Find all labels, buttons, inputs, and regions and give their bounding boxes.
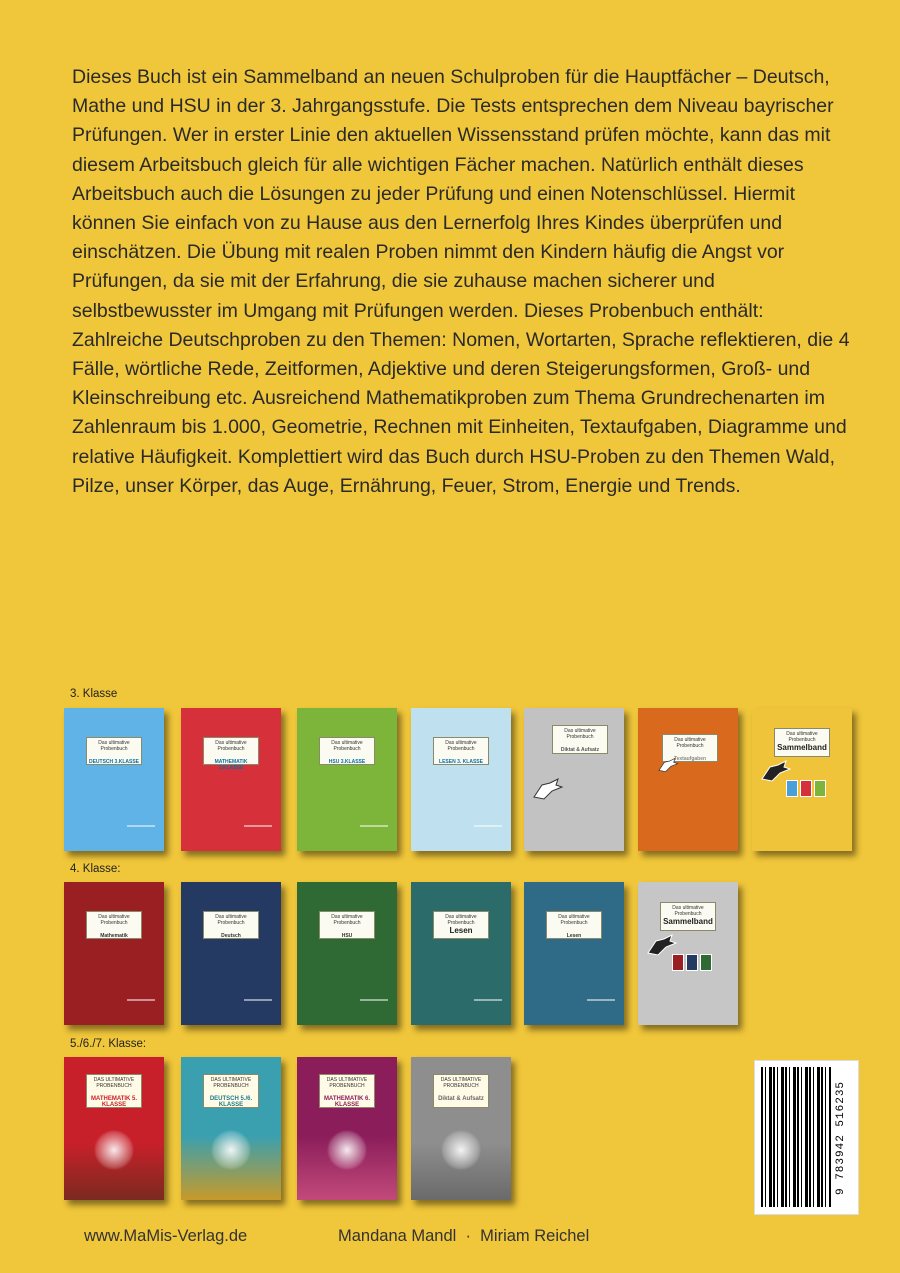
color-swatch [700,954,712,971]
cover-label: Das ultimative Probenbuch Mathematik [86,911,142,940]
cover-label: Das ultimative Probenbuch Deutsch [203,911,259,940]
color-swatch [672,954,684,971]
row-label-grade-5-7: 5./6./7. Klasse: [70,1038,147,1050]
cover-diktat-aufsatz-5-7 [411,1057,511,1200]
cover-label: DAS ULTIMATIVE PROBENBUCH MATHEMATIK 5. KLASSE [86,1074,142,1108]
cover-deutsch-4 [181,882,281,1025]
cover-label: DAS ULTIMATIVE PROBENBUCH Diktat & Aufsatz [433,1074,489,1108]
cover-label: Das ultimative Probenbuch HSU [319,911,375,940]
cover-label: Das ultimative Probenbuch Sammelband [660,902,716,931]
cover-lesen-3 [411,708,511,851]
cover-mathematik-6 [297,1057,397,1200]
cover-sammelband-3 [752,708,852,851]
cover-mathematik-3 [181,708,281,851]
cover-label: Das ultimative Probenbuch Diktat & Aufsatz [552,725,608,754]
cover-label: Das ultimative Probenbuch Textaufgaben [662,734,718,763]
cover-diktat-aufsatz-3 [524,708,624,851]
cover-label: Das ultimative Probenbuch MATHEMATIK 3.KLASSE [203,737,259,766]
cover-deutsch-3 [64,708,164,851]
cover-label: Das ultimative Probenbuch Lesen [546,911,602,940]
horse-icon [532,777,566,801]
horse-icon [656,757,682,773]
color-swatch [814,780,826,797]
publisher-website[interactable]: www.MaMis-Verlag.de [84,1227,248,1245]
cover-label: Das ultimative Probenbuch LESEN 3. KLASSE [433,737,489,766]
cover-label: Das ultimative Probenbuch DEUTSCH 3.KLASSE [86,737,142,766]
barcode-bars [761,1067,831,1207]
cover-label: Das ultimative Probenbuch Sammelband [774,728,830,757]
cover-lesen-4b [524,882,624,1025]
cover-sammelband-4 [638,882,738,1025]
authors: Mandana Mandl · Miriam Reichel [338,1227,590,1245]
cover-hsu-4 [297,882,397,1025]
back-cover-description [72,63,852,501]
color-swatch [686,954,698,971]
cover-textaufgaben-3 [638,708,738,851]
cover-mathematik-5 [64,1057,164,1200]
cover-label: DAS ULTIMATIVE PROBENBUCH DEUTSCH 5./6. KLASSE [203,1074,259,1108]
isbn-barcode [754,1060,859,1215]
color-swatch [800,780,812,797]
row-label-grade-3: 3. Klasse [70,688,118,700]
cover-lesen-4a [411,882,511,1025]
cover-label: Das ultimative Probenbuch Lesen [433,911,489,940]
cover-label: Das ultimative Probenbuch HSU 3.KLASSE [319,737,375,766]
color-swatch [786,780,798,797]
description-text: Dieses Buch ist ein Sammelband an neuen Schulproben für die Hauptfächer – Deutsch, Mathe und HSU in der 3. Jahrgangsstufe. Die Tests entsprechen dem Niveau bayrischer Prüfungen. Wer in erster Linie den aktuellen Wissensstand prüfen möchte, kann das mit diesem Arbeitsbuch gleich für alle wichtigen Fächer machen. Natürlich enthält dieses Arbeitsbuch auch die Lösungen zu jeder Prüfung und einen Notenschlüssel. Hiermit können Sie einfach von zu Hause aus den Lernerfolg Ihres Kindes überprüfen und einschätzen. Die Übung mit realen Proben nimmt den Kindern häufig die Angst vor Prüfungen, da sie mit der Erfahrung, die sie zuhause machen sicherer und selbstbewusster im Umgang mit Prüfungen werden. Dieses Probenbuch enthält: Zahlreiche Deutschproben zu den Themen: Nomen, Wortarten, Sprache reflektieren, die 4 Fälle, wörtliche Rede, Zeitformen, Adjektive und deren Steigerungsformen, Groß- und Kleinschreibung etc. Ausreichend Mathematikproben zum Thema Grundrechenarten im Zahlenraum bis 1.000, Geometrie, Rechnen mit Einheiten, Textaufgaben, Diagramme und relative Häufigkeit. Komplettiert wird das Buch durch HSU-Proben zu den Themen Wald, Pilze, unser Körper, das Auge, Ernährung, Feuer, Strom, Energie und Trends. [72,66,850,497]
cover-mathematik-4 [64,882,164,1025]
cover-hsu-3 [297,708,397,851]
cover-deutsch-5-6 [181,1057,281,1200]
row-label-grade-4: 4. Klasse: [70,863,121,875]
barcode-digits: 9 783942 516235 [835,1080,847,1196]
cover-label: DAS ULTIMATIVE PROBENBUCH MATHEMATIK 6. KLASSE [319,1074,375,1108]
